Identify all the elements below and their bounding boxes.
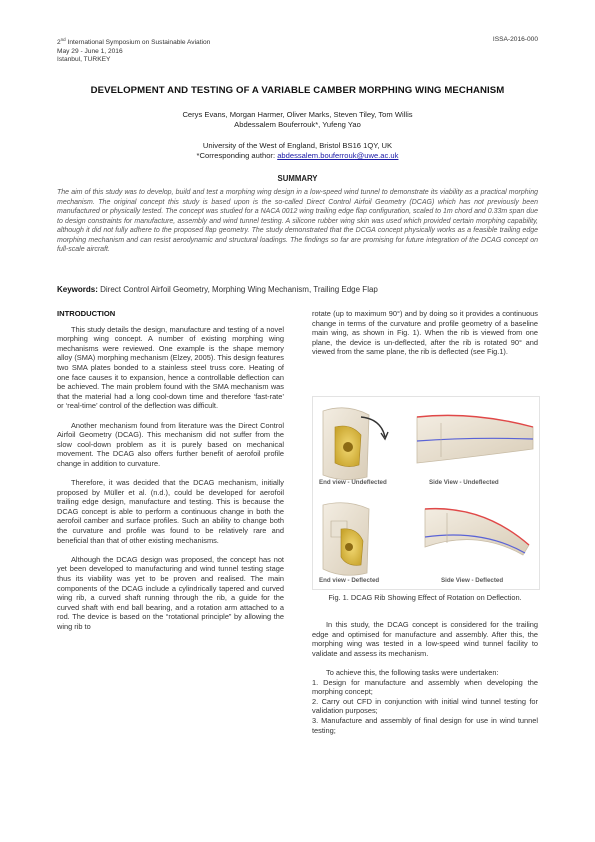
right-column-bottom bbox=[312, 620, 538, 735]
author-list bbox=[0, 110, 595, 130]
label-side-view-undeflected: Side View - Undeflected bbox=[429, 479, 499, 486]
intro-paragraph-1: This study details the design, manufacture and testing of a novel morphing wing concept. A number of existing morphing wing mechanisms were reviewed. One example is the shape memory alloy (SMA) morphing mechanism (Elzey, 2005). This design features two SMA plates bonded to a stainless steel truss core. Heating of one face causes it to expansion, hence a controllable deflection can be achieved. The main problem found with the SMA mechanism was that the material had a long cool-down time and therefore ‘fast-rate’ or ‘real-time’ control of the deflection was difficult. bbox=[57, 324, 284, 411]
right-paragraph-3: To achieve this, the following tasks were undertaken: bbox=[326, 667, 499, 677]
label-side-view-deflected: Side View - Deflected bbox=[441, 577, 504, 584]
left-column bbox=[57, 309, 284, 632]
label-end-view-deflected: End view - Deflected bbox=[319, 577, 380, 584]
end-view-undeflected-image bbox=[323, 408, 388, 480]
summary-heading: SUMMARY bbox=[277, 174, 318, 183]
task-item-1: 1. Design for manufacture and assembly when developing the morphing concept; bbox=[312, 677, 538, 697]
intro-paragraph-2: Another mechanism found from literature was the Direct Control Airfoil Geometry (DCAG). This mechanism did not suffer from the slow cool-down problem as it is purely based on mechanical movement. The DCAG also offers further benefit of aerofoil profile change in addition to curvature. bbox=[57, 420, 284, 468]
keywords-label: Keywords: bbox=[57, 285, 98, 294]
authors-line-1: Cerys Evans, Morgan Harmer, Oliver Marks, Steven Tiley, Tom Willis bbox=[182, 110, 413, 119]
conference-dates: May 29 - June 1, 2016 bbox=[57, 47, 123, 55]
side-view-undeflected-image bbox=[417, 415, 533, 463]
right-paragraph-2: In this study, the DCAG concept is considered for the trailing edge and optimised for manufacture and assembly. After this, the morphing wing was tested in a low-speed wind tunnel facility to validate and assess its mechanism. bbox=[312, 620, 538, 658]
summary-text: The aim of this study was to develop, build and test a morphing wing design in a low-speed wind tunnel to demonstrate its viability as a practical morphing mechanism. The original concept this study is based upon is the so-called Direct Control Airfoil Geometry (DCAG) which has not previously been manufactured or physically tested. The concept was studied for a NACA 0012 wing trailing edge flap configuration, scaled to 1m chord and 0.33m span due to design constraints for manufacture, assembly and wind tunnel testing. A silicone rubber wing skin was used which provided certain morphing capability, although it did not fully adhere to the proposed flap geometry. The study demonstrated that the DCGA concept physically works as a feasible trailing edge morphing mechanism and can resist aerodynamic and structural loadings. The findings so far are promising for future integration of the DCAG concept on full-scale aircraft. bbox=[57, 189, 538, 254]
intro-paragraph-3: Therefore, it was decided that the DCAG mechanism, initially proposed by Müller et al. (n.d.), could be developed for aerofoil trailing edge design, manufacture and testing. This is because the DCAG concept is able to perform a continuous change in both the aerofoil camber and surface profiles. Such an ability to change both the curvature and profile was found to be relatively rare and beneficial than that of other existing mechanisms. bbox=[57, 478, 284, 545]
end-view-deflected-image bbox=[323, 503, 369, 576]
conference-name: 2nd International Symposium on Sustainable Aviation bbox=[57, 37, 211, 47]
label-end-view-undeflected: End view - Undeflected bbox=[319, 479, 387, 486]
figure-caption: Fig. 1. DCAG Rib Showing Effect of Rotation on Deflection. bbox=[328, 593, 522, 602]
conference-header bbox=[57, 36, 210, 64]
introduction-heading: INTRODUCTION bbox=[57, 309, 116, 318]
email-link[interactable]: abdessalem.bouferrouk@uwe.ac.uk bbox=[277, 151, 399, 160]
affiliation-line: University of the West of England, Bristol BS16 1QY, UK bbox=[202, 141, 393, 150]
paper-id: ISSA-2016-000 bbox=[492, 36, 538, 43]
conference-location: Istanbul, TURKEY bbox=[57, 56, 111, 63]
intro-paragraph-4: Although the DCAG design was proposed, the concept has not yet been developed to manufacturing and wind tunnel testing stage thus its viability was yet to be proven and realised. The main components of the DCAG include a cylindrically tapered and curved wing rib, a curved shaft running through the rib, a guide for the curved shaft with end ball bearing, and a rotation arm attached to a rod. The device is based on the “rotational principle” by allowing the wing rib to bbox=[57, 554, 284, 631]
right-column-top bbox=[312, 309, 538, 357]
authors-line-2: Abdessalem Bouferrouk*, Yufeng Yao bbox=[234, 120, 361, 129]
task-item-2: 2. Carry out CFD in conjunction with initial wind tunnel testing for validation purposes; bbox=[312, 696, 538, 716]
side-view-deflected-image bbox=[425, 509, 529, 555]
right-paragraph-1: rotate (up to maximum 90°) and by doing so it provides a continuous change in terms of the curvature and profile geometry of a baseline main wing, as shown in Fig. 1). When the rib is viewed from one plane, the device is un-deflected, after the rib is rotated 90° and viewed from the same plane, the rib is deflected (see Fig.1). bbox=[312, 309, 538, 357]
keywords-text: Direct Control Airfoil Geometry, Morphing Wing Mechanism, Trailing Edge Flap bbox=[97, 285, 378, 294]
rib-illustration bbox=[313, 397, 539, 589]
task-item-3: 3. Manufacture and assembly of final design for use in wind tunnel testing; bbox=[312, 715, 538, 735]
affiliation bbox=[0, 141, 595, 161]
corresponding-author: *Corresponding author: abdessalem.bouferrouk@uwe.ac.uk bbox=[196, 151, 399, 160]
paper-title: DEVELOPMENT AND TESTING OF A VARIABLE CAMBER MORPHING WING MECHANISM bbox=[90, 85, 505, 96]
keywords bbox=[57, 285, 378, 294]
figure-1 bbox=[312, 396, 540, 590]
